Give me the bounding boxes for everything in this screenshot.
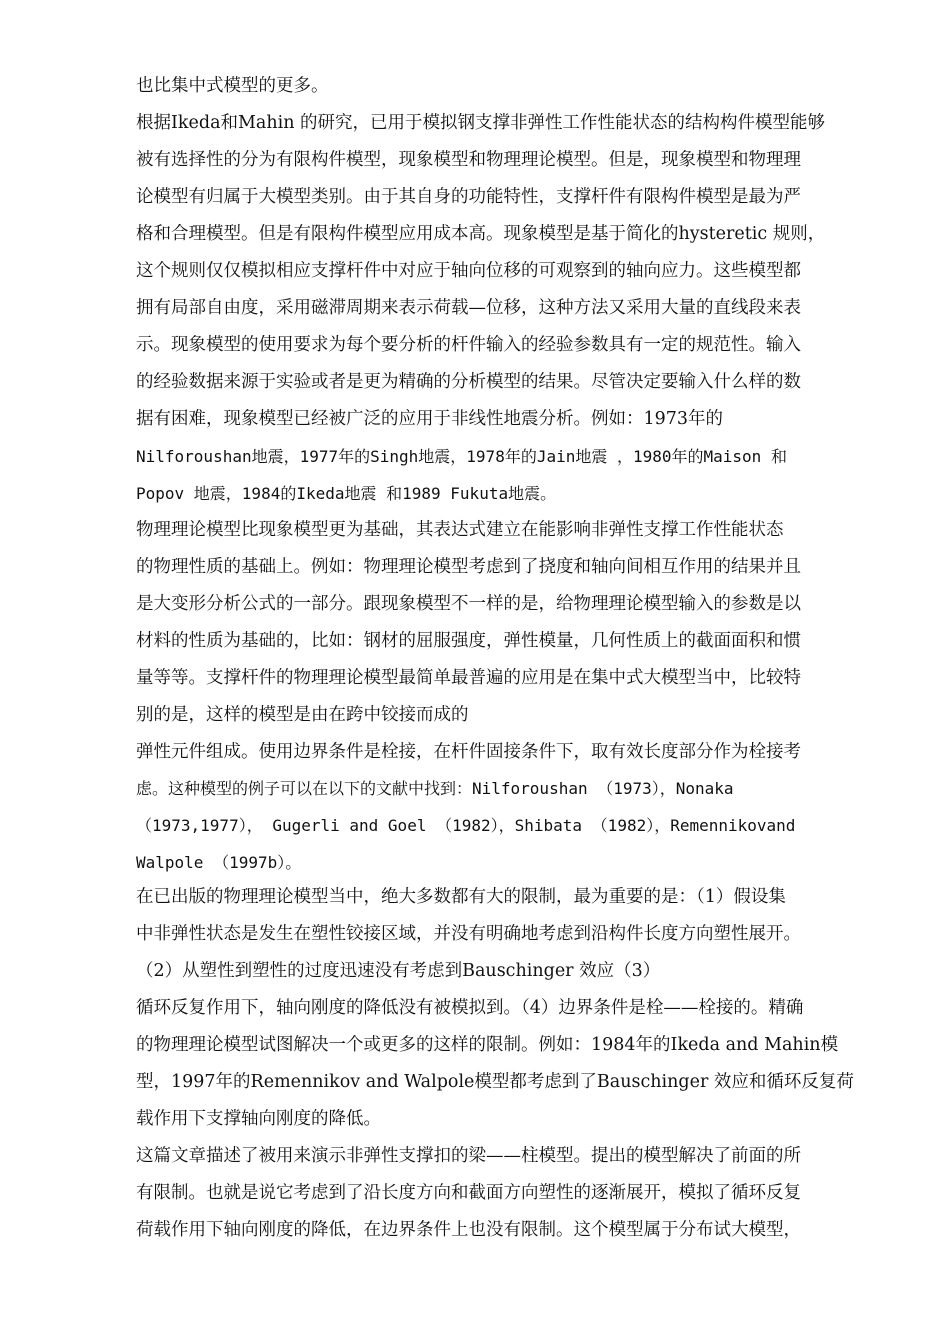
text-line: 示。现象模型的使用要求为每个要分析的杆件输入的经验参数具有一定的规范性。输入: [136, 335, 801, 355]
text-line: 的物理性质的基础上。例如：物理理论模型考虑到了挠度和轴向间相互作用的结果并且: [136, 557, 801, 577]
text-line: 型，1997年的Remennikov and Walpole模型都考虑到了Bauschinger 效应和循环反复荷: [136, 1072, 854, 1092]
text-line: 别的是，这样的模型是由在跨中铰接而成的: [136, 705, 469, 725]
text-line: 被有选择性的分为有限构件模型，现象模型和物理理论模型。但是，现象模型和物理理: [136, 150, 801, 170]
text-line: 有限制。也就是说它考虑到了沿长度方向和截面方向塑性的逐渐展开，模拟了循环反复: [136, 1183, 801, 1203]
text-line: 这个规则仅仅模拟相应支撑杆件中对应于轴向位移的可观察到的轴向应力。这些模型都: [136, 261, 801, 281]
text-line: 格和合理模型。但是有限构件模型应用成本高。现象模型是基于简化的hysteretic 规则，: [136, 224, 826, 244]
text-line: 的物理理论模型试图解决一个或更多的这样的限制。例如：1984年的Ikeda and Mahin模: [136, 1035, 839, 1055]
text-line: Nilforoushan地震，1977年的Singh地震，1978年的Jain地震 ，1980年的Maison 和: [136, 447, 787, 466]
text-line: 量等等。支撑杆件的物理理论模型最简单最普遍的应用是在集中式大模型当中，比较特: [136, 668, 801, 688]
text-line: Walpole （1997b）。: [136, 853, 302, 872]
text-line: （2）从塑性到塑性的过度迅速没有考虑到Bauschinger 效应（3）: [136, 961, 661, 981]
text-line: 弹性元件组成。使用边界条件是栓接，在杆件固接条件下，取有效长度部分作为栓接考: [136, 742, 801, 762]
text-line: 根据Ikeda和Mahin 的研究，已用于模拟钢支撑非弹性工作性能状态的结构构件模型能够: [136, 113, 826, 133]
text-line: 的经验数据来源于实验或者是更为精确的分析模型的结果。尽管决定要输入什么样的数: [136, 372, 801, 392]
text-line: 物理理论模型比现象模型更为基础，其表达式建立在能影响非弹性支撑工作性能状态: [136, 520, 784, 540]
text-line: 材料的性质为基础的，比如：钢材的屈服强度，弹性模量，几何性质上的截面面积和惯: [136, 631, 801, 651]
text-line: 拥有局部自由度，采用磁滞周期来表示荷载—位移，这种方法又采用大量的直线段来表: [136, 298, 801, 318]
text-line: 在已出版的物理理论模型当中，绝大多数都有大的限制，最为重要的是：（1）假设集: [136, 887, 786, 907]
text-line: 也比集中式模型的更多。: [136, 76, 329, 96]
text-line: 论模型有归属于大模型类别。由于其自身的功能特性，支撑杆件有限构件模型是最为严: [136, 187, 801, 207]
text-line: 虑。这种模型的例子可以在以下的文献中找到：Nilforoushan （1973），Nonaka: [136, 779, 734, 798]
text-line: 循环反复作用下，轴向刚度的降低没有被模拟到。（4）边界条件是栓——栓接的。精确: [136, 998, 804, 1018]
text-line: 载作用下支撑轴向刚度的降低。: [136, 1109, 381, 1129]
text-line: 这篇文章描述了被用来演示非弹性支撑扣的梁——柱模型。提出的模型解决了前面的所: [136, 1146, 801, 1166]
text-line: 是大变形分析公式的一部分。跟现象模型不一样的是，给物理理论模型输入的参数是以: [136, 594, 801, 614]
text-line: （1973,1977）， Gugerli and Goel （1982），Shibata （1982），Remennikovand: [136, 816, 796, 835]
text-line: Popov 地震，1984的Ikeda地震 和1989 Fukuta地震。: [136, 484, 557, 503]
text-line: 荷载作用下轴向刚度的降低，在边界条件上也没有限制。这个模型属于分布试大模型，: [136, 1220, 801, 1240]
text-line: 中非弹性状态是发生在塑性铰接区域，并没有明确地考虑到沿构件长度方向塑性展开。: [136, 924, 801, 944]
text-line: 据有困难，现象模型已经被广泛的应用于非线性地震分析。例如：1973年的: [136, 409, 724, 429]
